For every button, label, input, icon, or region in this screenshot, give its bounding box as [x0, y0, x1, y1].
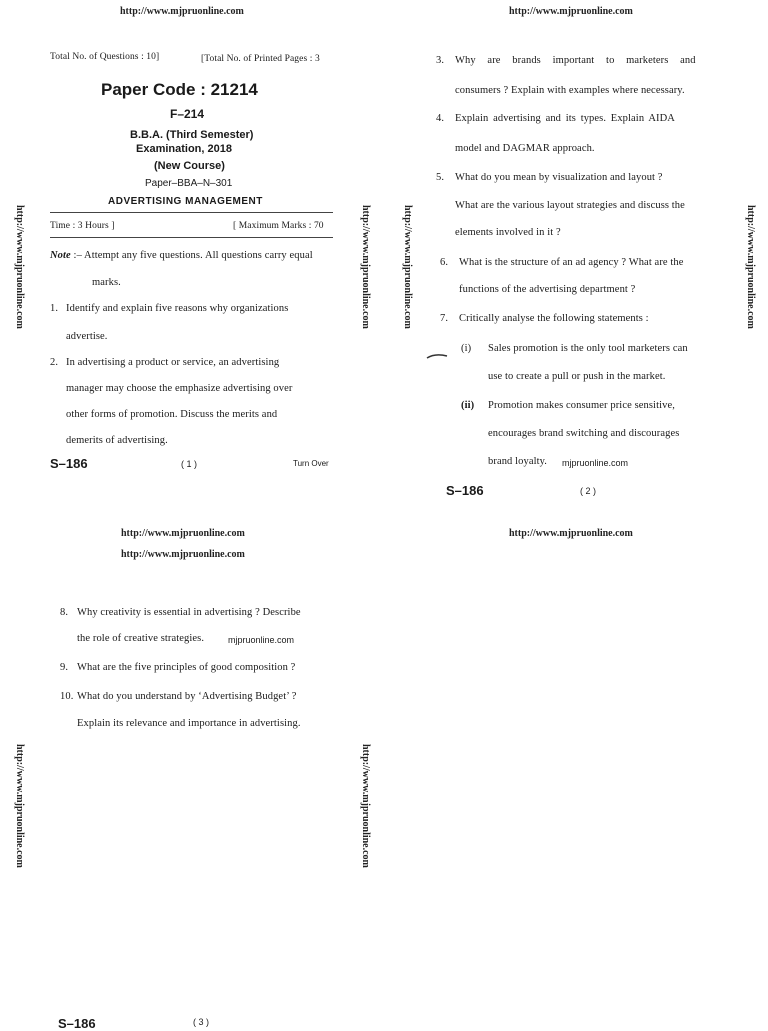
site-tag-page-3: mjpruonline.com — [228, 635, 295, 645]
note-line — [50, 250, 313, 261]
total-questions: Total No. of Questions : 10] — [50, 52, 160, 62]
q1-line-2: advertise. — [66, 331, 108, 342]
side-url-center-left-top: http://www.mjpruonline.com — [360, 205, 371, 329]
q7-ii-number: (ii) — [461, 400, 475, 411]
q2-number: 2. — [50, 357, 59, 368]
exam-code: F–214 — [170, 107, 205, 121]
q3-line-2: consumers ? Explain with examples where necessary. — [455, 85, 685, 96]
page-1-footer-code: S–186 — [50, 456, 88, 471]
q5-line-1: What do you mean by visualization and layout ? — [455, 172, 663, 183]
q7-i-number: (i) — [461, 343, 472, 354]
page-2-footer-code: S–186 — [446, 483, 484, 498]
q6-line-2: functions of the advertising department ? — [459, 284, 636, 295]
mid-url-left-1: http://www.mjpruonline.com — [121, 528, 245, 539]
q7-i-line-2: use to create a pull or push in the market. — [488, 371, 666, 382]
q9-line-1: What are the five principles of good composition ? — [77, 662, 296, 673]
q8-number: 8. — [60, 607, 69, 618]
subject-title: ADVERTISING MANAGEMENT — [108, 196, 263, 207]
scan-mark — [425, 350, 455, 362]
q8-line-1: Why creativity is essential in advertising ? Describe — [77, 607, 301, 618]
side-url-center-bottom: http://www.mjpruonline.com — [360, 744, 371, 868]
rule-top — [50, 212, 333, 213]
exam-year: Examination, 2018 — [136, 143, 232, 155]
q7-ii-line-2: encourages brand switching and discourages — [488, 428, 680, 439]
q5-line-3: elements involved in it ? — [455, 227, 561, 238]
q7-ii-line-1: Promotion makes consumer price sensitive, — [488, 400, 675, 411]
q5-number: 5. — [436, 172, 445, 183]
note-text: :– Attempt any five questions. All questions carry equal — [73, 250, 313, 261]
total-pages: [Total No. of Printed Pages : 3 — [201, 54, 320, 64]
note-text-2: marks. — [92, 277, 121, 288]
q3-number: 3. — [436, 55, 445, 66]
page-1-number: ( 1 ) — [181, 459, 198, 469]
new-course: (New Course) — [154, 160, 225, 172]
q4-line-1: Explain advertising and its types. Explain AIDA — [455, 113, 675, 124]
turn-over: Turn Over — [293, 459, 329, 468]
page-2-number: ( 2 ) — [580, 486, 597, 496]
q2-line-3: other forms of promotion. Discuss the merits and — [66, 409, 278, 420]
paper-number: Paper–BBA–N–301 — [145, 178, 233, 189]
time-limit: Time : 3 Hours ] — [50, 221, 115, 231]
q7-ii-line-3: brand loyalty. — [488, 456, 548, 467]
q10-line-2: Explain its relevance and importance in advertising. — [77, 718, 301, 729]
header-url-left: http://www.mjpruonline.com — [120, 6, 244, 17]
q7-line-1: Critically analyse the following statements : — [459, 313, 649, 324]
q8-line-2: the role of creative strategies. — [77, 633, 205, 644]
side-url-left-top: http://www.mjpruonline.com — [14, 205, 25, 329]
q4-number: 4. — [436, 113, 445, 124]
mid-url-right: http://www.mjpruonline.com — [509, 528, 633, 539]
q6-line-1: What is the structure of an ad agency ? What are the — [459, 257, 684, 268]
note-label: Note — [50, 250, 71, 261]
q10-line-1: What do you understand by ‘Advertising Budget’ ? — [77, 691, 297, 702]
page-3-footer-code: S–186 — [58, 1016, 96, 1031]
side-url-right-top: http://www.mjpruonline.com — [745, 205, 756, 329]
q7-number: 7. — [440, 313, 449, 324]
course-title: B.B.A. (Third Semester) — [130, 129, 254, 141]
site-tag-page-2: mjpruonline.com — [562, 458, 629, 468]
side-url-center-right-top: http://www.mjpruonline.com — [402, 205, 413, 329]
header-url-right: http://www.mjpruonline.com — [509, 6, 633, 17]
q2-line-1: In advertising a product or service, an advertising — [66, 357, 280, 368]
q2-line-2: manager may choose the emphasize advertising over — [66, 383, 293, 394]
q5-line-2: What are the various layout strategies and discuss the — [455, 200, 685, 211]
side-url-left-bottom: http://www.mjpruonline.com — [14, 744, 25, 868]
q10-number: 10. — [60, 691, 74, 702]
rule-bottom — [50, 237, 333, 238]
q4-line-2: model and DAGMAR approach. — [455, 143, 595, 154]
q1-number: 1. — [50, 303, 59, 314]
q9-number: 9. — [60, 662, 69, 673]
page-3-number: ( 3 ) — [193, 1017, 210, 1027]
q7-i-line-1: Sales promotion is the only tool marketers can — [488, 343, 688, 354]
q1-line-1: Identify and explain five reasons why organizations — [66, 303, 289, 314]
paper-code: Paper Code : 21214 — [101, 80, 258, 99]
mid-url-left-2: http://www.mjpruonline.com — [121, 549, 245, 560]
q2-line-4: demerits of advertising. — [66, 435, 168, 446]
q6-number: 6. — [440, 257, 449, 268]
maximum-marks: [ Maximum Marks : 70 — [233, 221, 324, 231]
q3-line-1: Why are brands important to marketers and — [455, 55, 696, 66]
